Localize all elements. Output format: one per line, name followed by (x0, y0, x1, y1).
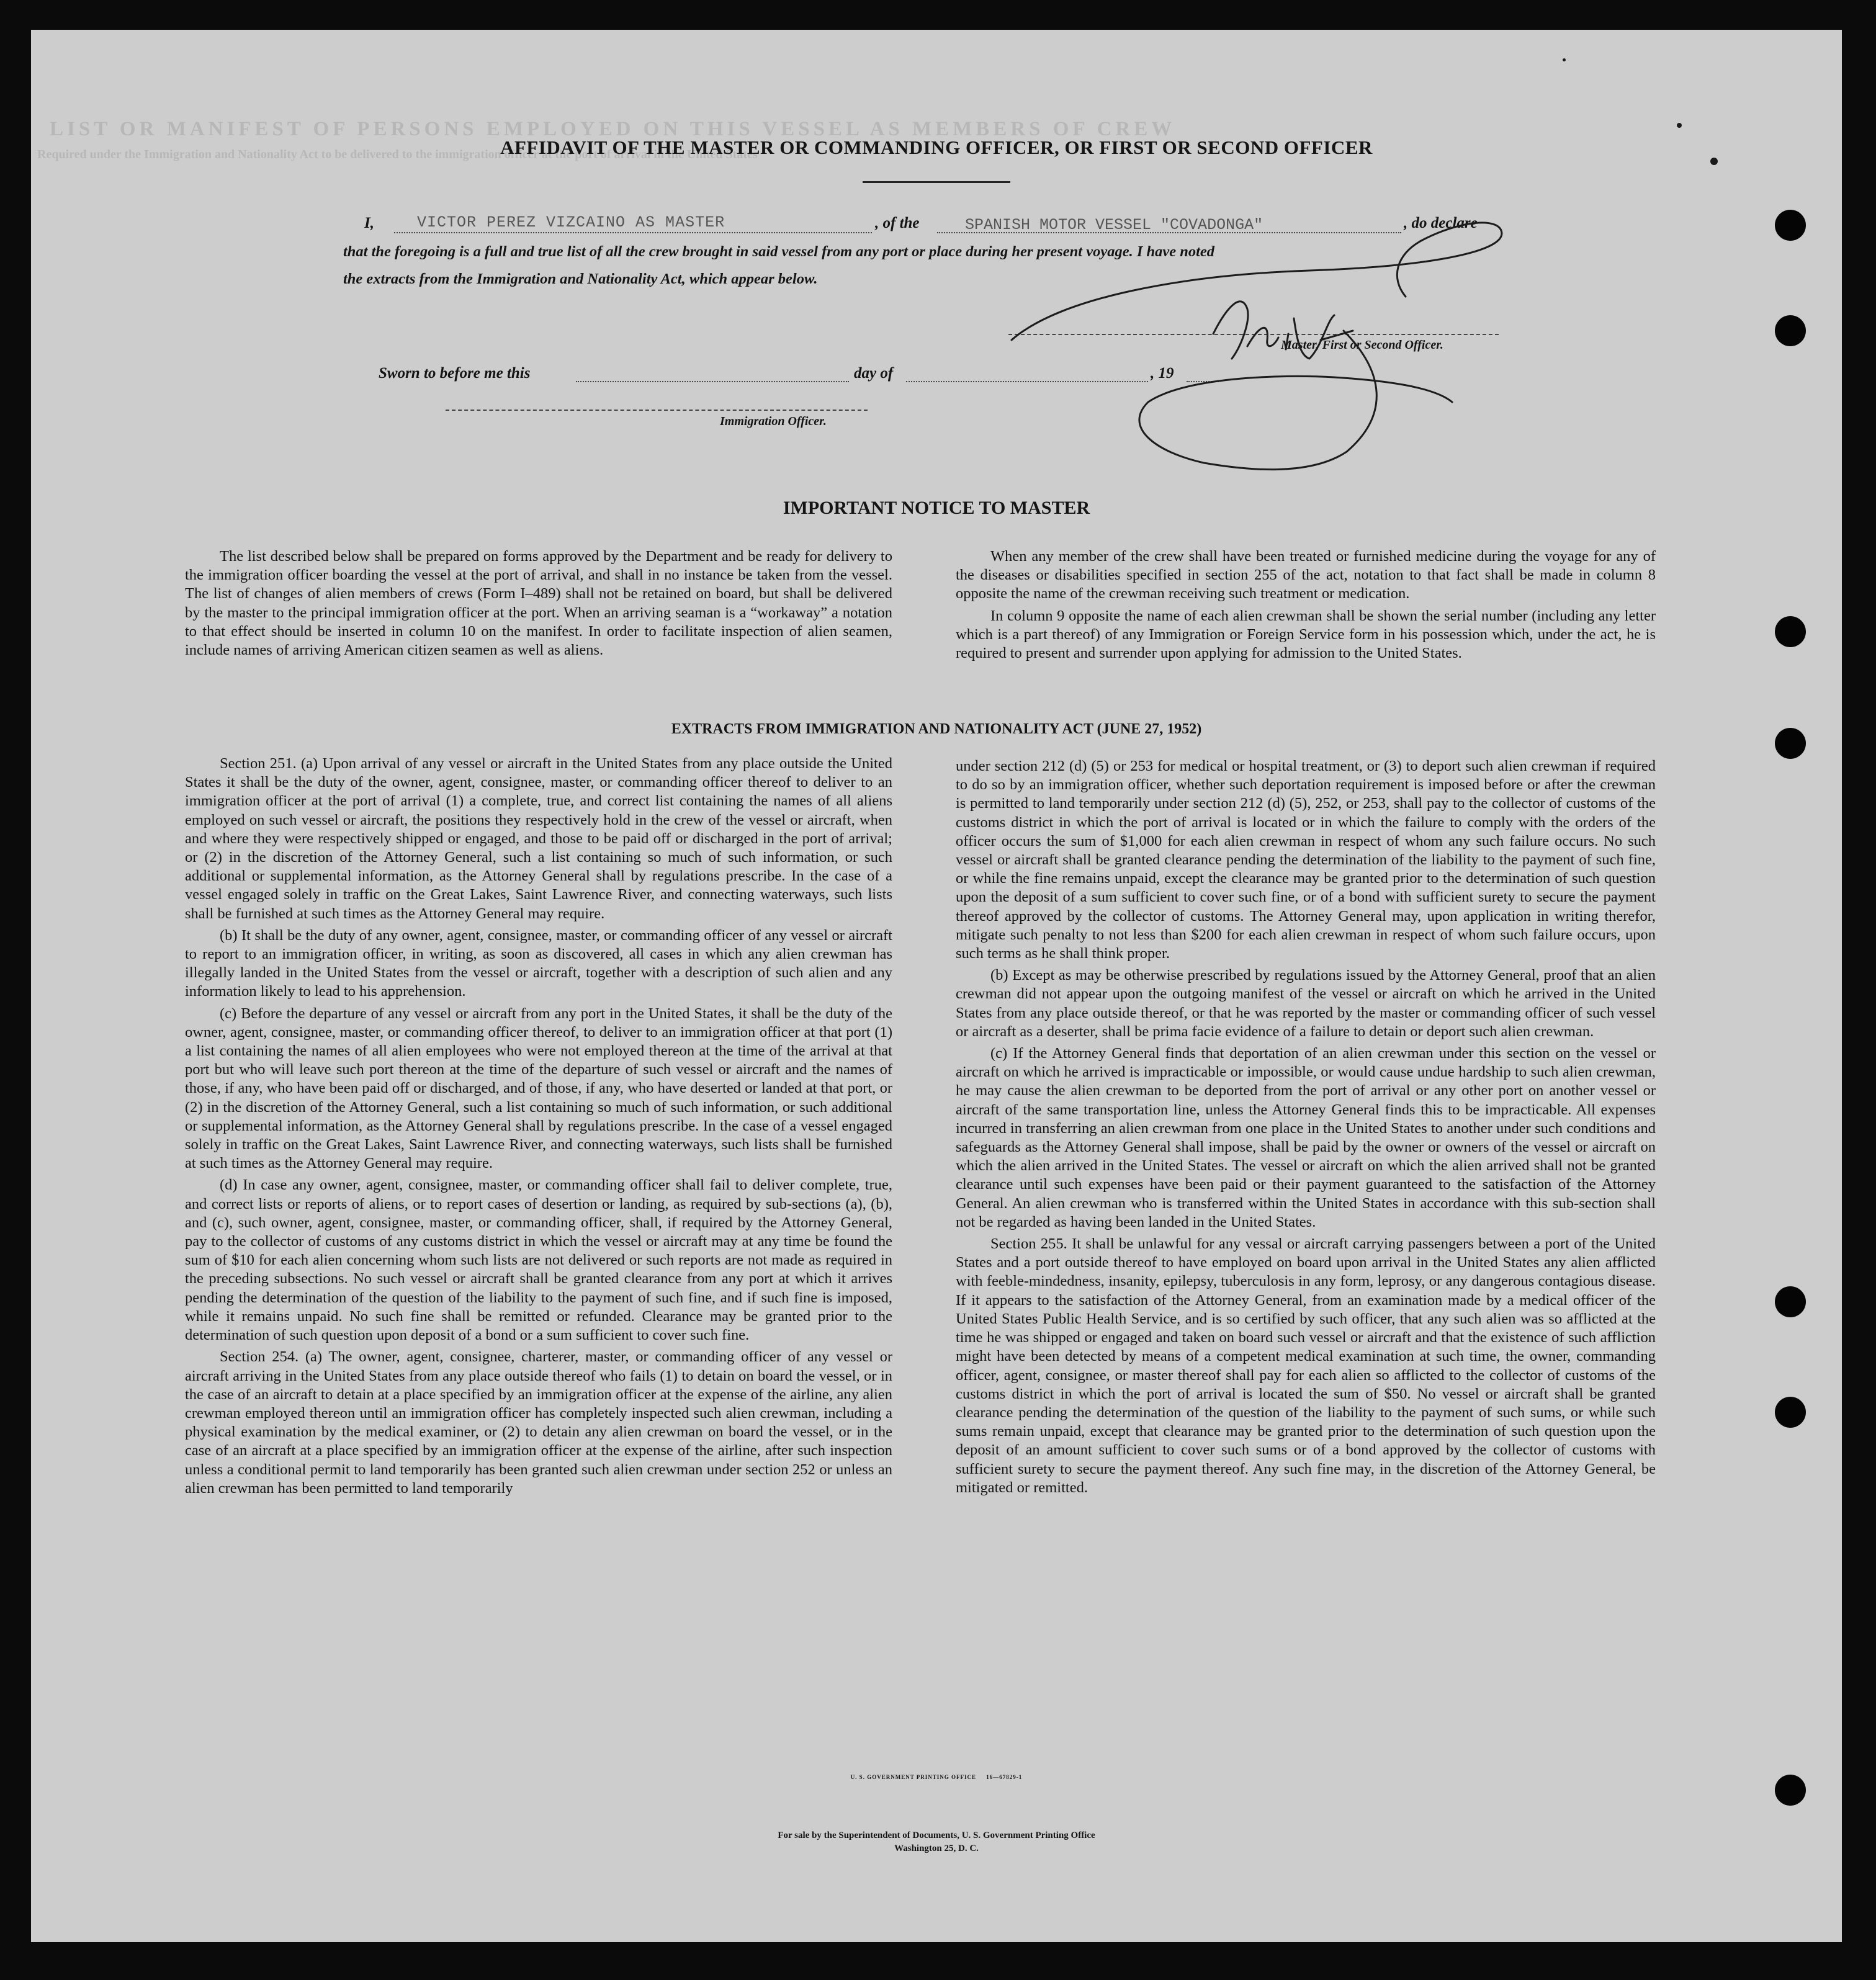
statute-paragraph: Section 254. (a) The owner, agent, consignee, charterer, master, or commanding officer of any vessel or aircraft arriving in the United States from any place outside thereof who fails (1) to detain on board the vessel, or in the case of an aircraft to detain at a place specified by an immigration officer at the expense of the airline, any alien crewman employed thereon until an immigration officer has completely inspected such alien crewman, including a physical examination by the medical examiner, or (2) to detain any alien crewman on board the vessel, or in the case of an aircraft at a place specified by an immigration officer at the expense of the airline, after such inspection unless a conditional permit to land temporarily has been granted such alien crewman under section 252 or unless an alien crewman has been permitted to land temporarily (185, 1348, 892, 1497)
extracts-right-column (956, 757, 1656, 1500)
binder-hole (1775, 1397, 1806, 1428)
binder-hole (1775, 210, 1806, 241)
statute-paragraph: Section 251. (a) Upon arrival of any vessel or aircraft in the United States from any place outside the United States it shall be the duty of the owner, agent, consignee, master, or commanding officer thereof to deliver to an immigration officer at the port of arrival (1) a complete, true, and correct list containing the names of all aliens employed on such vessel or aircraft, the positions they respectively hold in the crew of the vessel or aircraft, when and where they were respectively shipped or engaged, and those to be paid off or discharged in the port of arrival; or (2) in the discretion of the Attorney General, such a list containing so much of such information, or such additional or supplemental information, as the Attorney General shall by regulations prescribe. In the case of a vessel engaged solely in traffic on the Great Lakes, Saint Lawrence River, and connecting waterways, such lists shall be furnished at such times as the Attorney General may require. (185, 755, 892, 922)
binder-hole (1775, 315, 1806, 346)
signature-label: Master, First or Second Officer. (1281, 338, 1443, 352)
handwritten-signature (987, 216, 1582, 489)
day-of-label: day of (854, 365, 894, 382)
bleed-through-heading: LIST OR MANIFEST OF PERSONS EMPLOYED ON THIS VESSEL AS MEMBERS OF CREW (50, 118, 1176, 140)
statute-paragraph: (c) Before the departure of any vessel or aircraft from any port in the United States, it shall be the duty of the owner, agent, consignee, master, or commanding officer thereof, to deliver to an immigration officer at that port (1) a list containing the names of all alien employees who were not employed thereon at the time of the arrival at that port but who will leave such port thereon at the time of the departure of such vessel or aircraft and the names of those, if any, who have been paid off or discharged, and of those, if any, who have deserted or landed at that port, or (2) in the discretion of the Attorney General, such a list containing so much of such information, or such additional or supplemental information, as the Attorney General shall by regulations prescribe. In the case of a vessel engaged solely in traffic on the Great Lakes, Saint Lawrence River, and connecting waterways, such lists shall be furnished at such times as the Attorney General may require. (185, 1005, 892, 1172)
affiant-prefix: I, (364, 215, 374, 231)
extracts-title: EXTRACTS FROM IMMIGRATION AND NATIONALITY ACT (JUNE 27, 1952) (671, 721, 1202, 737)
binder-hole (1775, 1286, 1806, 1317)
year-prefix: , 19 (1151, 365, 1174, 382)
affidavit-line-3: the extracts from the Immigration and Nationality Act, which appear below. (343, 271, 818, 287)
binder-hole (1775, 616, 1806, 647)
printing-office-imprint: U. S. GOVERNMENT PRINTING OFFICE 16—67829-1 (850, 1774, 1023, 1780)
notice-left-column (185, 547, 892, 663)
speck (1677, 123, 1682, 128)
sworn-label: Sworn to before me this (379, 365, 531, 382)
notice-paragraph: The list described below shall be prepared on forms approved by the Department and be ready for delivery to the immigration officer boarding the vessel at the port of arrival, and shall in no instance be taken from the vessel. The list of changes of alien members of crews (Form I–489) shall not be retained on board, but shall be delivered by the master to the principal immigration officer at the port. When an arriving seaman is a “workaway” a notation to that effect should be inserted in column 10 on the manifest. In order to facilitate inspection of alien seamen, include names of arriving American citizen seamen as well as aliens. (185, 548, 892, 659)
statute-paragraph: (c) If the Attorney General finds that deportation of an alien crewman under this section on the vessel or aircraft on which he arrived is impracticable or impossible, or would cause undue hardship to such alien crewman, he may cause the alien crewman to be deported from the port of arrival or any other port on another vessel or aircraft of the same transportation line, unless the Attorney General finds this to be impracticable. All expenses incurred in transferring an alien crewman from one place in the United States to another under such conditions and safeguards as the Attorney General shall impose, shall be paid by the owner or owners of the vessel or aircraft on which the alien arrived in the United States. The vessel or aircraft on which the alien arrived shall not be granted clearance until such expenses have been paid or their payment guaranteed to the satisfaction of the Attorney General. An alien crewman who is transferred within the United States in accordance with this sub-section shall not be regarded as having been landed in the United States. (956, 1045, 1656, 1230)
statute-paragraph: Section 255. It shall be unlawful for any vessal or aircraft carrying passengers between a port of the United States and a port outside thereof to have employed on board upon arrival in the United States any alien afflicted with feeble-mindedness, insanity, epilepsy, tuberculosis in any form, leprosy, or any dangerous contagious disease. If it appears to the satisfaction of the Attorney General, from an examination made by a medical officer of the United States Public Health Service, and is so certified by such officer, that any such alien was so afflicted at the time he was shipped or engaged and taken on board such vessel or aircraft and that the existence of such affliction might have been detected by means of a competent medical examination at such time, the owner, commanding officer, agent, consignee, or master thereof shall pay for each alien so afflicted to the collector of customs of the customs district in which the port of arrival is located the sum of $50. No vessel or aircraft shall be granted clearance pending the determination of the question of the liability to the payment of such sums, or while such sums remain unpaid, except that clearance may be granted prior to the determination of such question upon the deposit of an amount sufficient to cover such sums or of a bond approved by the collector of customs with sufficient surety to secure the payment thereof. Any such fine may, in the discretion of the Attorney General, be mitigated or remitted. (956, 1235, 1656, 1496)
affiant-name-line (394, 232, 872, 233)
affiant-name: VICTOR PEREZ VIZCAINO AS MASTER (417, 213, 725, 231)
notice-title: IMPORTANT NOTICE TO MASTER (783, 498, 1090, 518)
bleed-through-subheading: Required under the Immigration and Nationality Act to be delivered to the immigration officer at the port of arrival in the United States (37, 148, 758, 161)
affidavit-title: AFFIDAVIT OF THE MASTER OR COMMANDING OFFICER, OR FIRST OR SECOND OFFICER (500, 137, 1373, 158)
immigration-officer-label: Immigration Officer. (720, 414, 827, 428)
affidavit-line-2: that the foregoing is a full and true list of all the crew brought in said vessel from any port or place during her present voyage. I have noted (343, 243, 1215, 260)
vessel-name: SPANISH MOTOR VESSEL "COVADONGA" (965, 216, 1263, 234)
sworn-day-line (576, 381, 849, 382)
statute-paragraph: under section 212 (d) (5) or 253 for medical or hospital treatment, or (3) to deport such alien crewman if required to do so by an immigration officer, whether such deportation requirement is imposed before or after the crewman is permitted to land temporarily under section 212 (d) (5), 252, or 253, shall pay to the collector of customs of the customs district in which the port of arrival is located or in which the failure to comply with the orders of the officer occurs the sum of $1,000 for each alien crewman in respect of whom any such failure occurs. No such vessel or aircraft shall be granted clearance pending the determination of the liability to the payment of such fine, or while the fine remains unpaid, except the clearance may be granted prior to the determination of such question upon the deposit of a sum sufficient to cover such fine, or of a bond with sufficient surety to secure the payment thereof approved by the collector of customs. The Attorney General may, upon application in writing therefor, mitigate such penalty to not less than $200 for each alien crewman in respect of whom such failure occurs, upon such terms as he shall think proper. (956, 758, 1656, 962)
title-rule (863, 181, 1010, 183)
of-the-label: , of the (875, 215, 920, 231)
notice-right-column (956, 547, 1656, 666)
statute-paragraph: (b) Except as may be otherwise prescribed by regulations issued by the Attorney General, proof that an alien crewman did not appear upon the outgoing manifest of the vessel or aircraft on which he arrived in the United States from any place outside thereof, or that he was reported by the master or commanding officer of such vessel or aircraft as a deserter, shall be prima facie evidence of a failure to detain or deport such alien crewman. (956, 967, 1656, 1040)
notice-paragraph: In column 9 opposite the name of each alien crewman shall be shown the serial number (including any letter which is a part thereof) of any Immigration or Foreign Service form in his possession which, under the act, he is required to present and surrender upon applying for admission to the United States. (956, 607, 1656, 662)
immigration-officer-line (446, 410, 868, 411)
do-declare-label: , do declare (1404, 215, 1478, 231)
extracts-left-column (185, 755, 892, 1501)
statute-paragraph: (b) It shall be the duty of any owner, agent, consignee, master, or commanding officer of any vessel or aircraft to report to an immigration officer, in writing, as soon as discovered, all cases in which any alien crewman has illegally landed in the United States from the vessel or aircraft, together with a description of such alien and any information likely to lead to his apprehension. (185, 926, 892, 1000)
document-page (31, 30, 1842, 1942)
statute-paragraph: (d) In case any owner, agent, consignee, master, or commanding officer shall fail to deliver complete, true, and correct lists or reports of aliens, or to report cases of desertion or landing, as required by sub-sections (a), (b), and (c), such owner, agent, consignee, master, or commanding officer, shall, if required by the Attorney General, pay to the collector of customs of any customs district in which the vessel or aircraft may at any time be found the sum of $10 for each alien concerning whom such lists are not delivered or such reports are not made as required in the preceding subsections. No such vessel or aircraft shall be granted clearance from any port at which it arrives pending the determination of the question of the liability to the payment of such fine, and if such fine is imposed, while it remains unpaid. No such fine shall be remitted or refunded. Clearance may be granted prior to the determination of such question upon deposit of a bond or a sum sufficient to cover such fine. (185, 1176, 892, 1344)
sale-notice-line-2: Washington 25, D. C. (894, 1843, 979, 1853)
sale-notice-line-1: For sale by the Superintendent of Documents, U. S. Government Printing Office (778, 1830, 1095, 1840)
speck (1563, 58, 1566, 61)
notice-paragraph: When any member of the crew shall have been treated or furnished medicine during the voyage for any of the diseases or disabilities specified in section 255 of the act, notation to that fact shall be made in column 8 opposite the name of the crewman receiving such treatment or medication. (956, 548, 1656, 603)
